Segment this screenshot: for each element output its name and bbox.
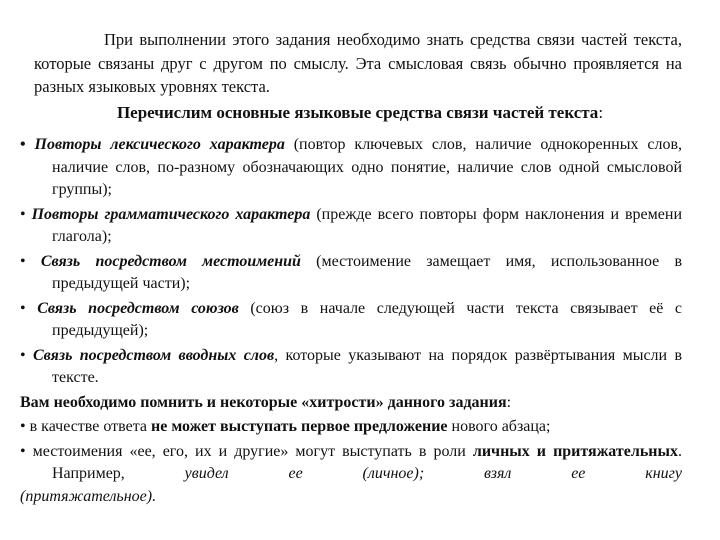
trick-mid: . Например, (52, 442, 683, 482)
trick-item (20, 441, 682, 509)
bullet: • (20, 136, 26, 153)
trick-bold: личных и притяжательных (472, 442, 679, 460)
item-desc: (прежде всего повторы форм наклонения и времени глагола); (52, 205, 683, 245)
list-item (20, 251, 682, 296)
bullet: • (20, 442, 26, 460)
item-desc: (повтор ключевых слов, наличие однокоренных слов, наличие слов, по-разному обозначающих одно понятие, наличие слов одной смысловой группы); (52, 136, 683, 198)
remember-colon: : (506, 393, 512, 411)
intro-paragraph: При выполнении этого задания необходимо знать средства связи частей текста, которые связаны друг с другом по смыслу. Эта смысловая связь обычно проявляется на разных языковых уровнях текста. (34, 30, 682, 96)
trick-example: увидел ее (личное); взял ее книгу (184, 465, 683, 482)
bullet: • (20, 418, 26, 435)
heading-text: Перечислим основные языковые средства связи частей текста (116, 103, 599, 122)
remember-heading (20, 392, 682, 415)
trick-pre: в качестве ответа (25, 418, 151, 435)
item-term: Связь посредством союзов (37, 299, 239, 317)
list-item (20, 134, 682, 202)
item-term: Связь посредством местоимений (40, 252, 301, 270)
trick-example-tail: (притяжательное). (20, 487, 157, 505)
trick-post: нового абзаца; (447, 418, 551, 435)
bullet: • (20, 252, 26, 270)
remember-text: Вам необходимо помнить и некоторые «хитрости» данного задания (20, 393, 507, 411)
list-item (20, 204, 682, 249)
item-term: Повторы лексического характера (34, 136, 285, 153)
item-term: Связь посредством вводных слов (32, 346, 275, 364)
bullet: • (20, 299, 26, 317)
trick-item (20, 416, 682, 439)
bullet: • (20, 346, 26, 364)
trick-bold: не может выступать первое предложение (151, 418, 448, 435)
item-desc: (союз в начале следующей части текста связывает её с предыдущей); (52, 299, 683, 339)
list-item (20, 298, 682, 343)
section-heading (0, 101, 720, 125)
item-term: Повторы грамматического характера (31, 205, 311, 223)
trick-pre: местоимения «ее, его, их и другие» могут выступать в роли (25, 442, 473, 460)
item-desc: , которые указывают на порядок развёртывания мысли в тексте. (52, 346, 683, 386)
item-desc: (местоимение замещает имя, использованное в предыдущей части); (52, 252, 682, 292)
list-item (20, 345, 682, 390)
bullet: • (20, 205, 26, 223)
heading-colon: : (598, 103, 604, 122)
means-list (20, 134, 682, 510)
